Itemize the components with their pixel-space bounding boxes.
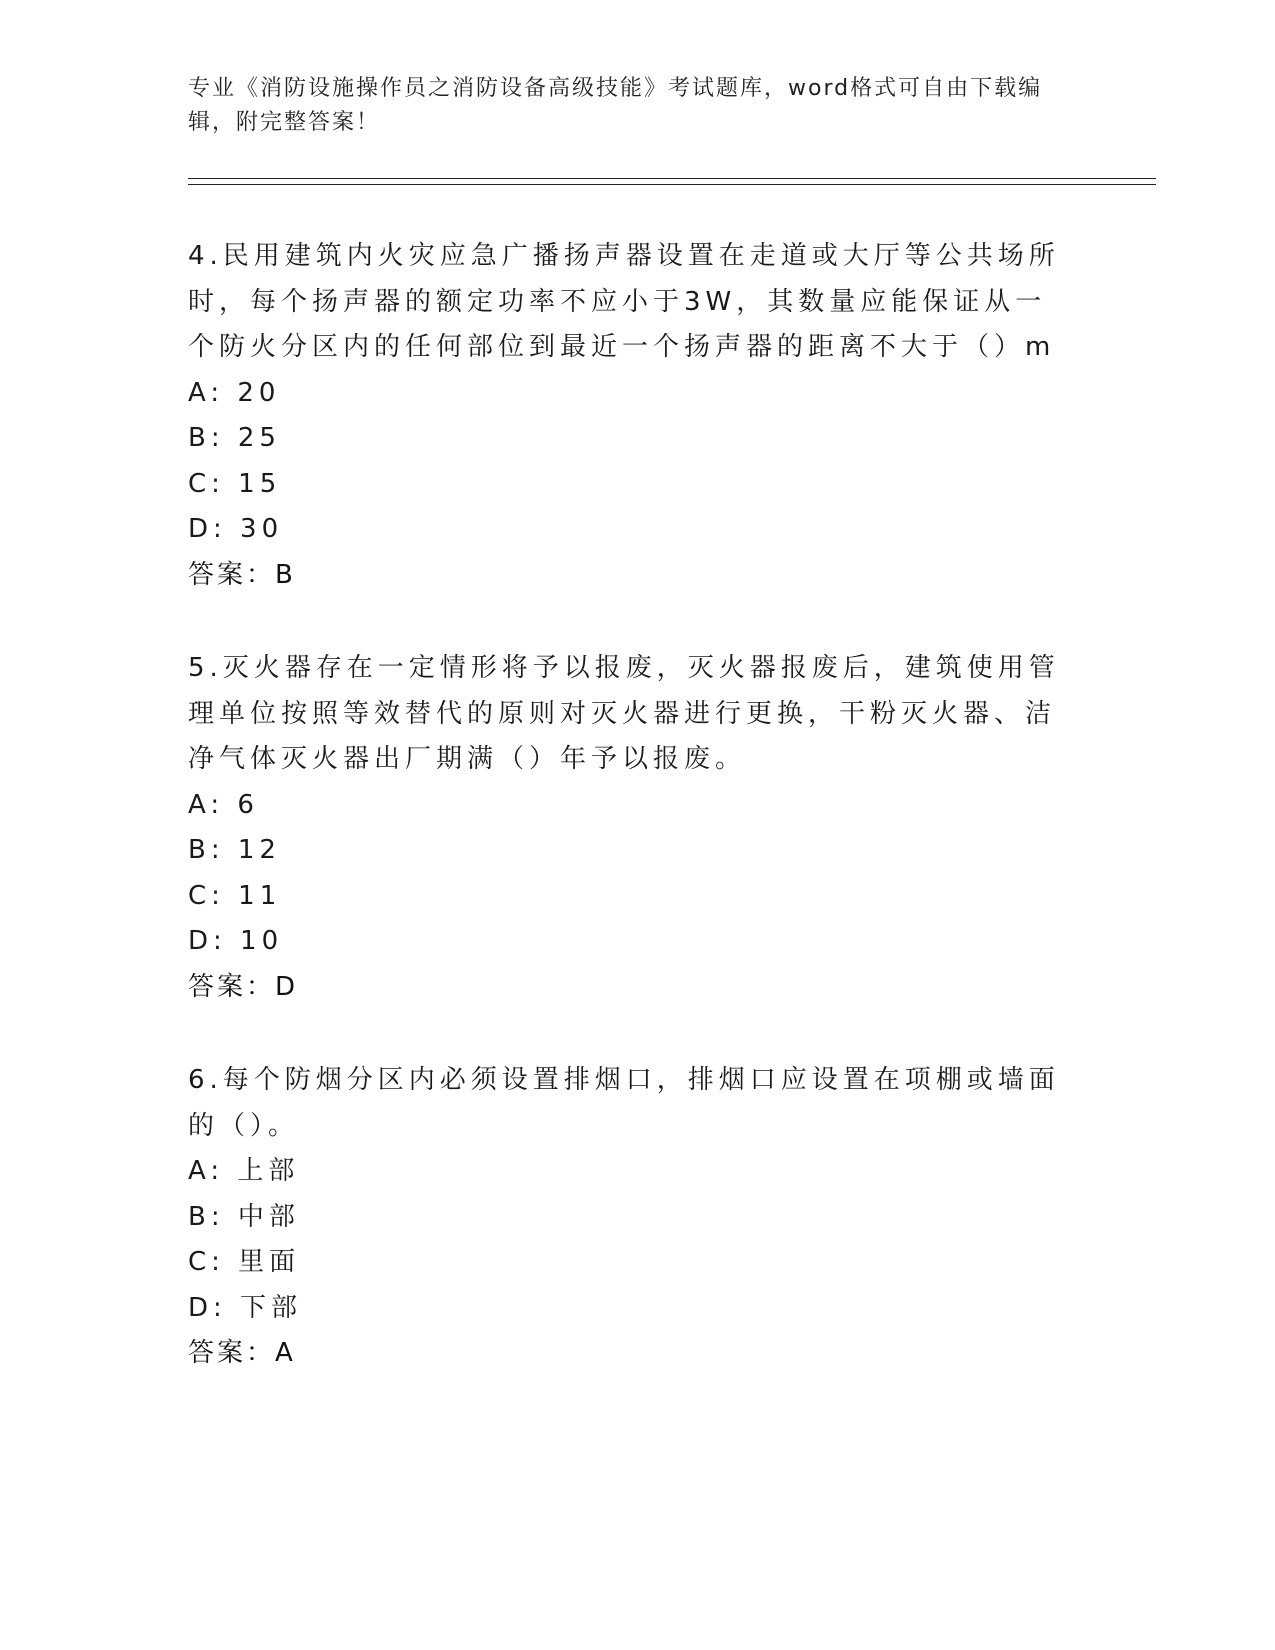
option-c: C: 11 [188,880,282,911]
question-stem: 6.每个防烟分区内必须设置排烟口，排烟口应设置在项棚或墙面的（）。 [188,1065,1060,1141]
answer-line: 答案：B [188,559,296,590]
question-stem: 4.民用建筑内火灾应急广播扬声器设置在走道或大厅等公共场所时，每个扬声器的额定功率不应小于3W，其数量应能保证从一个防火分区内的任何部位到最近一个扬声器的距离不大于（）m [188,241,1060,362]
answer-line: 答案：D [188,971,299,1002]
header-divider-top [188,178,1156,179]
option-c: C: 里面 [188,1247,301,1277]
document-header: 专业《消防设施操作员之消防设备高级技能》考试题库，word格式可自由下载编辑，附完整答案！ [188,76,1043,135]
option-b: B: 12 [188,835,281,865]
question-5 [188,646,1068,1010]
option-b: B: 25 [188,423,281,453]
header-divider-bottom [188,184,1156,185]
option-d: D: 30 [188,514,284,544]
option-a: A: 上部 [188,1156,300,1186]
question-stem: 5.灭火器存在一定情形将予以报废，灭火器报废后，建筑使用管理单位按照等效替代的原则对灭火器进行更换，干粉灭火器、洁净气体灭火器出厂期满（）年予以报废。 [188,653,1060,774]
option-d: D: 10 [188,926,284,956]
answer-line: 答案：A [188,1338,296,1368]
option-a: A: 6 [188,789,259,820]
question-4 [188,234,1068,598]
question-6 [188,1058,1068,1377]
option-a: A: 20 [188,377,281,408]
option-b: B: 中部 [188,1201,300,1232]
option-c: C: 15 [188,468,282,499]
option-d: D: 下部 [188,1292,303,1323]
